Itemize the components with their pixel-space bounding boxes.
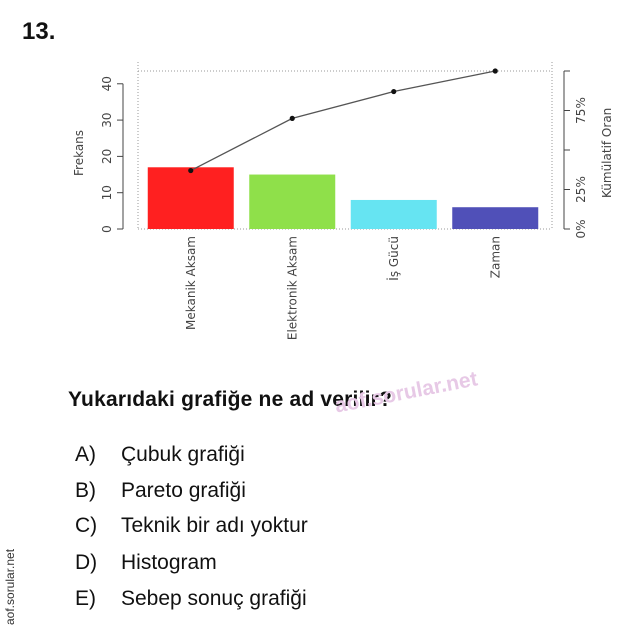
question-number: 13. bbox=[22, 18, 56, 45]
y-tick-label: 10 bbox=[100, 185, 114, 201]
y2-axis-label: Kümülatif Oran bbox=[600, 107, 614, 198]
question-text: Yukarıdaki grafiğe ne ad verilir? bbox=[68, 388, 393, 411]
y-axis-right bbox=[564, 71, 588, 239]
cumulative-point-1 bbox=[188, 168, 193, 173]
y-tick-label: 40 bbox=[100, 76, 114, 92]
option-b[interactable] bbox=[75, 479, 246, 503]
option-letter: D) bbox=[75, 551, 98, 574]
option-d[interactable] bbox=[75, 551, 217, 575]
bar-4 bbox=[452, 207, 538, 229]
bar-3 bbox=[351, 200, 437, 229]
y-axis-label: Frekans bbox=[72, 129, 86, 176]
option-text: Pareto grafiği bbox=[121, 479, 246, 502]
option-letter: A) bbox=[75, 443, 96, 466]
option-a[interactable] bbox=[75, 443, 245, 467]
y-tick-label: 0 bbox=[100, 225, 114, 233]
x-tick-label: Elektronik Aksam bbox=[285, 236, 300, 341]
option-text: Teknik bir adı yoktur bbox=[121, 514, 308, 537]
cumulative-polyline bbox=[191, 71, 496, 171]
y-tick-label: 20 bbox=[100, 148, 114, 165]
bars bbox=[148, 167, 539, 229]
x-tick-label: Mekanik Aksam bbox=[183, 236, 198, 330]
side-watermark: aof.sorular.net bbox=[3, 548, 17, 625]
y2-tick-label: 75% bbox=[574, 97, 588, 124]
x-tick-label: İş Gücü bbox=[386, 236, 401, 281]
option-text: Çubuk grafiği bbox=[121, 443, 245, 466]
option-letter: E) bbox=[75, 587, 96, 610]
y-tick-label: 30 bbox=[100, 112, 114, 128]
option-letter: B) bbox=[75, 479, 96, 502]
option-text: Sebep sonuç grafiği bbox=[121, 587, 307, 610]
y2-tick-label: 25% bbox=[574, 176, 588, 203]
option-c[interactable] bbox=[75, 514, 308, 538]
cumulative-point-2 bbox=[290, 116, 295, 121]
option-text: Histogram bbox=[121, 551, 217, 574]
x-tick-label: Zaman bbox=[488, 236, 503, 279]
option-letter: C) bbox=[75, 514, 98, 537]
bar-1 bbox=[148, 167, 234, 229]
cumulative-point-3 bbox=[391, 89, 396, 94]
cumulative-point-4 bbox=[493, 68, 498, 73]
y-axis-left bbox=[100, 76, 123, 233]
option-e[interactable] bbox=[75, 587, 307, 611]
bar-2 bbox=[249, 175, 335, 229]
y2-tick-label: 0% bbox=[574, 219, 588, 239]
x-axis-labels bbox=[184, 236, 503, 340]
watermark: aof.sorular.net bbox=[333, 367, 480, 418]
cumulative-line bbox=[188, 68, 498, 173]
